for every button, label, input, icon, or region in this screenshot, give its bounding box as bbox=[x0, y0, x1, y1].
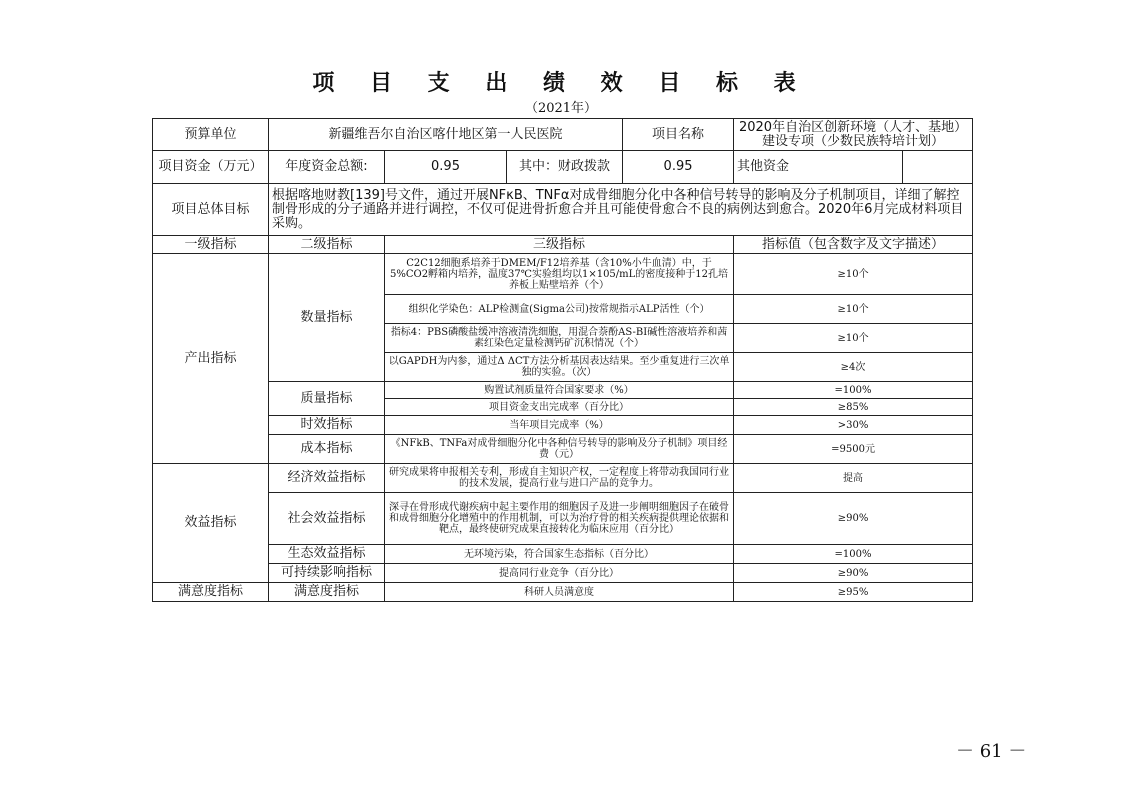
annual-total-label: 年度资金总额: bbox=[269, 151, 385, 184]
value-cell: ≥4次 bbox=[734, 353, 973, 382]
sub-ecological: 生态效益指标 bbox=[269, 545, 385, 564]
indicator-cell: 《NFkB、TNFa对成骨细胞分化中各种信号转导的影响及分子机制》项目经费（元） bbox=[385, 435, 734, 464]
indicator-cell: 指标4：PBS磷酸盐缓冲溶液清洗细胞，用混合萘酚AS-BI碱性溶液培养和茜素红染色定量检测钙矿沉积情况（个） bbox=[385, 324, 734, 353]
col-level1: 一级指标 bbox=[153, 236, 269, 254]
project-name-label: 项目名称 bbox=[623, 119, 734, 151]
indicator-cell: 当年项目完成率（%） bbox=[385, 416, 734, 435]
indicator-cell: 科研人员满意度 bbox=[385, 583, 734, 602]
overall-goal-row bbox=[153, 184, 973, 236]
sub-economic: 经济效益指标 bbox=[269, 464, 385, 493]
fiscal-value: 0.95 bbox=[623, 151, 734, 184]
sub-cost: 成本指标 bbox=[269, 435, 385, 464]
table-row bbox=[153, 583, 973, 602]
value-cell: =100% bbox=[734, 382, 973, 399]
table-row bbox=[153, 254, 973, 295]
value-cell: ≥10个 bbox=[734, 295, 973, 324]
sub-quality: 质量指标 bbox=[269, 382, 385, 416]
funds-label: 项目资金（万元） bbox=[153, 151, 269, 184]
year-label: （2021年） bbox=[524, 101, 598, 116]
value-cell: =9500元 bbox=[734, 435, 973, 464]
table-row bbox=[153, 416, 973, 435]
col-value: 指标值（包含数字及文字描述） bbox=[734, 236, 973, 254]
value-cell: 提高 bbox=[734, 464, 973, 493]
indicator-cell: C2C12细胞系培养于DMEM/F12培养基（含10%小牛血清）中，于5%CO2孵箱内培养，温度37℃实验组均以1×105/mL的密度接种于12孔培养板上贴壁培养（个） bbox=[385, 254, 734, 295]
indicator-cell: 无环境污染，符合国家生态指标（百分比） bbox=[385, 545, 734, 564]
other-funds-label: 其他资金 bbox=[734, 151, 903, 184]
page-title: 项 目 支 出 绩 效 目 标 表 bbox=[312, 70, 810, 96]
funds-row bbox=[153, 151, 973, 184]
value-cell: ≥10个 bbox=[734, 324, 973, 353]
performance-table bbox=[152, 118, 973, 602]
column-header-row bbox=[153, 236, 973, 254]
project-name-value: 2020年自治区创新环境（人才、基地）建设专项（少数民族特培计划） bbox=[734, 119, 973, 151]
table-row bbox=[153, 545, 973, 564]
other-funds-value bbox=[903, 151, 973, 184]
value-cell: =100% bbox=[734, 545, 973, 564]
table-row bbox=[153, 564, 973, 583]
indicator-cell: 研究成果将申报相关专利，形成自主知识产权，一定程度上将带动我国同行业的技术发展，提高行业与进口产品的竞争力。 bbox=[385, 464, 734, 493]
budget-unit-label: 预算单位 bbox=[153, 119, 269, 151]
value-cell: ≥85% bbox=[734, 399, 973, 416]
group-output: 产出指标 bbox=[153, 254, 269, 464]
budget-unit-value: 新疆维吾尔自治区喀什地区第一人民医院 bbox=[269, 119, 623, 151]
overall-goal-label: 项目总体目标 bbox=[153, 184, 269, 236]
value-cell: ≥90% bbox=[734, 493, 973, 545]
fiscal-label: 其中：财政拨款 bbox=[507, 151, 623, 184]
sub-quantity: 数量指标 bbox=[269, 254, 385, 382]
value-cell: ≥95% bbox=[734, 583, 973, 602]
sub-sustainable: 可持续影响指标 bbox=[269, 564, 385, 583]
indicator-cell: 组织化学染色：ALP检测盒(Sigma公司)按常规指示ALP活性（个） bbox=[385, 295, 734, 324]
value-cell: ≥10个 bbox=[734, 254, 973, 295]
col-level2: 二级指标 bbox=[269, 236, 385, 254]
indicator-cell: 以GAPDH为内参，通过Δ ΔCT方法分析基因表达结果。至少重复进行三次单独的实验。（次） bbox=[385, 353, 734, 382]
sub-timeliness: 时效指标 bbox=[269, 416, 385, 435]
page-number: － 61 － bbox=[956, 741, 1027, 762]
group-satisfaction: 满意度指标 bbox=[153, 583, 269, 602]
table-row bbox=[153, 493, 973, 545]
sub-social: 社会效益指标 bbox=[269, 493, 385, 545]
header-row bbox=[153, 119, 973, 151]
annual-total-value: 0.95 bbox=[385, 151, 507, 184]
col-level3: 三级指标 bbox=[385, 236, 734, 254]
table-row bbox=[153, 382, 973, 399]
table-row bbox=[153, 464, 973, 493]
value-cell: >30% bbox=[734, 416, 973, 435]
indicator-cell: 购置试剂质量符合国家要求（%） bbox=[385, 382, 734, 399]
table-row bbox=[153, 435, 973, 464]
overall-goal-text: 根据喀地财教[139]号文件，通过开展NFκB、TNFα对成骨细胞分化中各种信号转导的影响及分子机制项目，详细了解控制骨形成的分子通路并进行调控，不仅可促进骨折愈合并且可能使骨愈合不良的病例达到愈合。2020年6月完成材料项目采购。 bbox=[269, 184, 973, 236]
value-cell: ≥90% bbox=[734, 564, 973, 583]
indicator-cell: 深寻在骨形成代谢疾病中起主要作用的细胞因子及进一步阐明细胞因子在破骨和成骨细胞分化增殖中的作用机制，可以为治疗骨的相关疾病提供理论依据和靶点，最终使研究成果直接转化为临床应用（百分比） bbox=[385, 493, 734, 545]
indicator-cell: 项目资金支出完成率（百分比） bbox=[385, 399, 734, 416]
group-benefit: 效益指标 bbox=[153, 464, 269, 583]
sub-satisfaction: 满意度指标 bbox=[269, 583, 385, 602]
indicator-cell: 提高同行业竞争（百分比） bbox=[385, 564, 734, 583]
